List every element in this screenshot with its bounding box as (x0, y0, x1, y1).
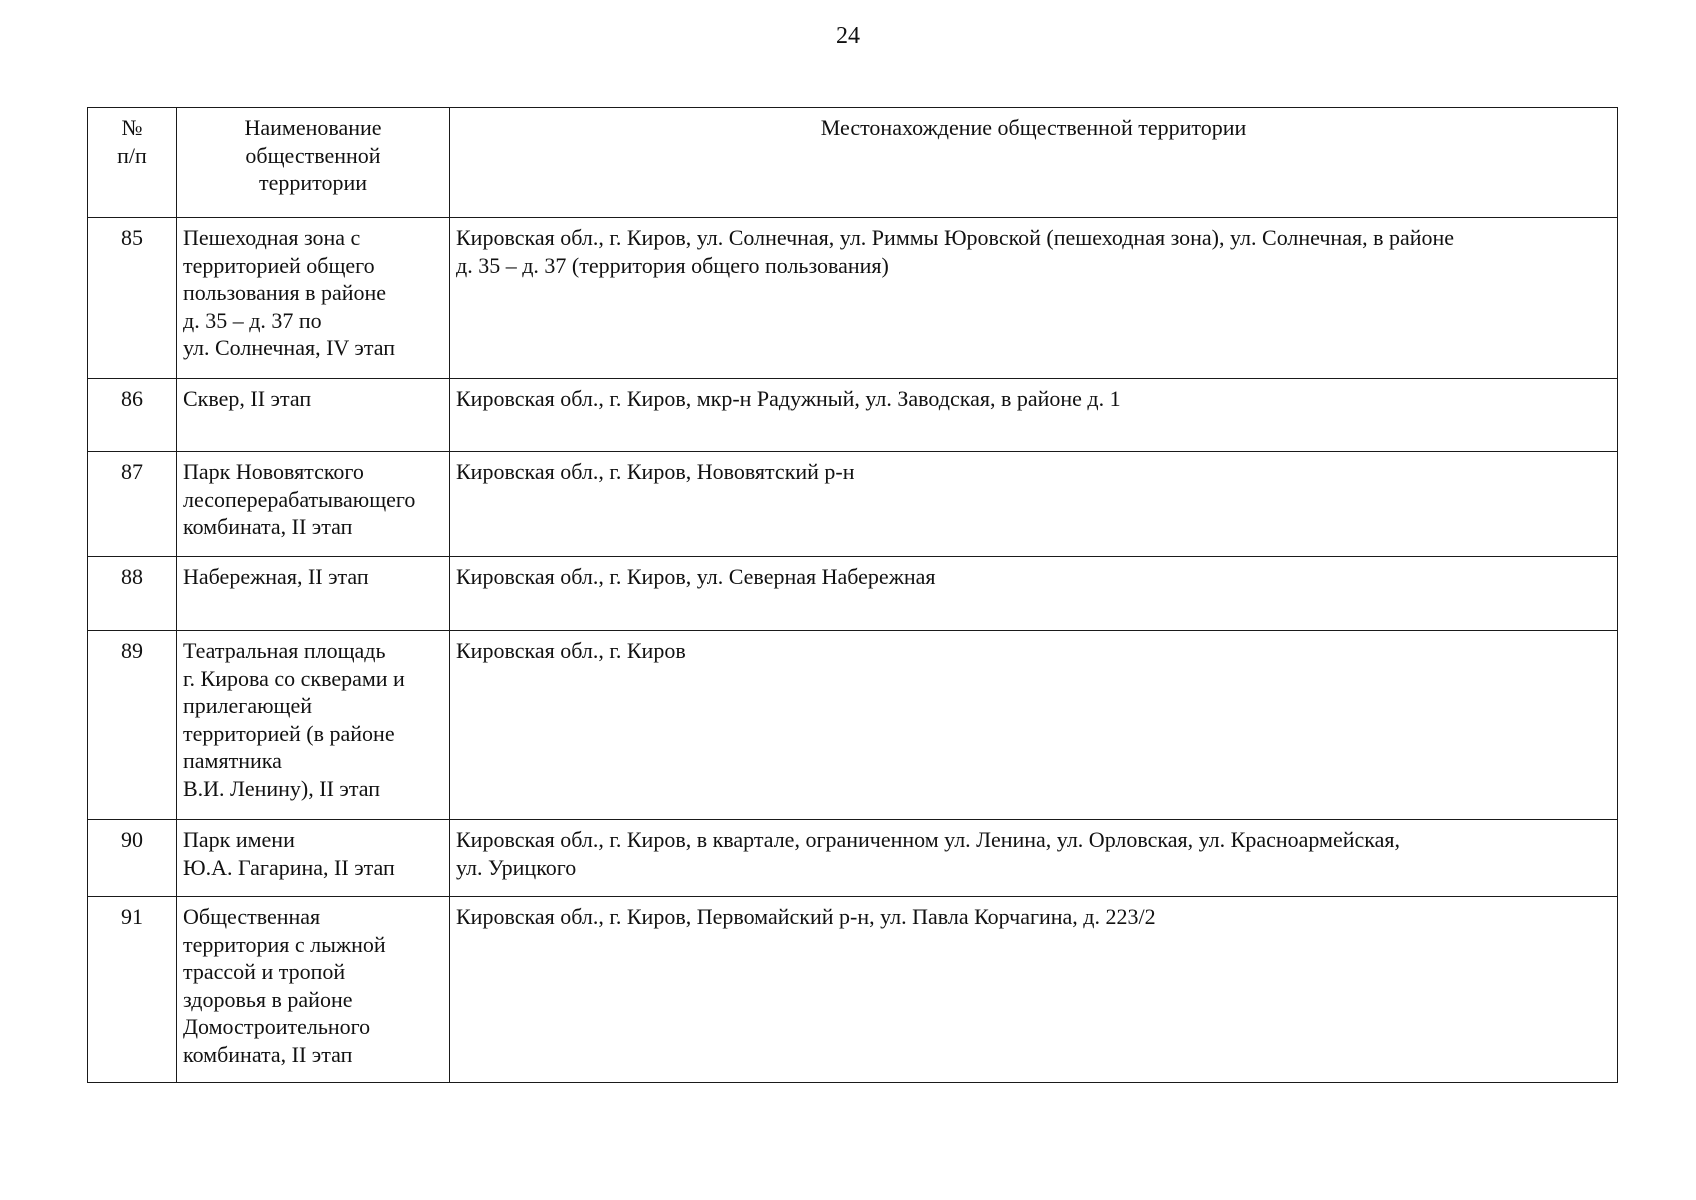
row-number-text: 87 (121, 459, 143, 484)
row-name-text: Парк имени Ю.А. Гагарина, II этап (183, 827, 395, 880)
header-location-label: Местонахождение общественной территории (820, 115, 1247, 140)
row-number (88, 631, 177, 820)
row-number-text: 85 (121, 225, 143, 250)
row-location (450, 379, 1618, 452)
table-row (88, 452, 1618, 557)
row-location (450, 897, 1618, 1083)
row-name-text: Набережная, II этап (183, 564, 369, 589)
header-number (88, 108, 177, 218)
row-number (88, 218, 177, 379)
row-name-text: Парк Нововятского лесоперерабатывающего комбината, II этап (183, 459, 416, 539)
row-number (88, 557, 177, 631)
row-number (88, 452, 177, 557)
table-row (88, 631, 1618, 820)
row-location-text: Кировская обл., г. Киров, Первомайский р-н, ул. Павла Корчагина, д. 223/2 (456, 904, 1156, 929)
row-name-text: Театральная площадь г. Кирова со скверами и прилегающей территорией (в районе памятника В.И. Ленину), II этап (183, 638, 405, 801)
row-number-text: 86 (121, 386, 143, 411)
row-name (177, 820, 450, 897)
table-row (88, 218, 1618, 379)
row-location-text: Кировская обл., г. Киров (456, 638, 686, 663)
row-number (88, 897, 177, 1083)
row-name (177, 452, 450, 557)
row-number (88, 379, 177, 452)
row-number-text: 90 (121, 827, 143, 852)
row-location (450, 631, 1618, 820)
row-location (450, 557, 1618, 631)
table-row (88, 557, 1618, 631)
row-number (88, 820, 177, 897)
row-name (177, 631, 450, 820)
row-location-text: Кировская обл., г. Киров, мкр-н Радужный, ул. Заводская, в районе д. 1 (456, 386, 1121, 411)
row-location-text: Кировская обл., г. Киров, в квартале, ограниченном ул. Ленина, ул. Орловская, ул. Красноармейская, ул. Урицкого (456, 827, 1401, 880)
header-number-label: № п/п (117, 115, 147, 168)
row-location-text: Кировская обл., г. Киров, Нововятский р-н (456, 459, 855, 484)
row-location-text: Кировская обл., г. Киров, ул. Северная Набережная (456, 564, 936, 589)
header-location (450, 108, 1618, 218)
table-row (88, 820, 1618, 897)
row-name-text: Общественная территория с лыжной трассой и тропой здоровья в районе Домостроительного комбината, II этап (183, 904, 386, 1067)
row-name (177, 557, 450, 631)
row-name-text: Сквер, II этап (183, 386, 312, 411)
territories-table (87, 107, 1618, 1083)
row-number-text: 88 (121, 564, 143, 589)
table-row (88, 897, 1618, 1083)
row-name (177, 379, 450, 452)
header-name (177, 108, 450, 218)
row-location-text: Кировская обл., г. Киров, ул. Солнечная, ул. Риммы Юровской (пешеходная зона), ул. Солнечная, в районе д. 35 – д. 37 (территория общего пользования) (456, 225, 1455, 278)
header-name-label: Наименование общественной территории (244, 115, 382, 195)
row-location (450, 820, 1618, 897)
table-header-row (88, 108, 1618, 218)
page-number: 24 (836, 23, 860, 49)
row-number-text: 89 (121, 638, 143, 663)
row-name (177, 897, 450, 1083)
table-row (88, 379, 1618, 452)
row-name (177, 218, 450, 379)
row-number-text: 91 (121, 904, 143, 929)
row-location (450, 452, 1618, 557)
row-location (450, 218, 1618, 379)
row-name-text: Пешеходная зона с территорией общего пользования в районе д. 35 – д. 37 по ул. Солнечная, IV этап (183, 225, 395, 360)
